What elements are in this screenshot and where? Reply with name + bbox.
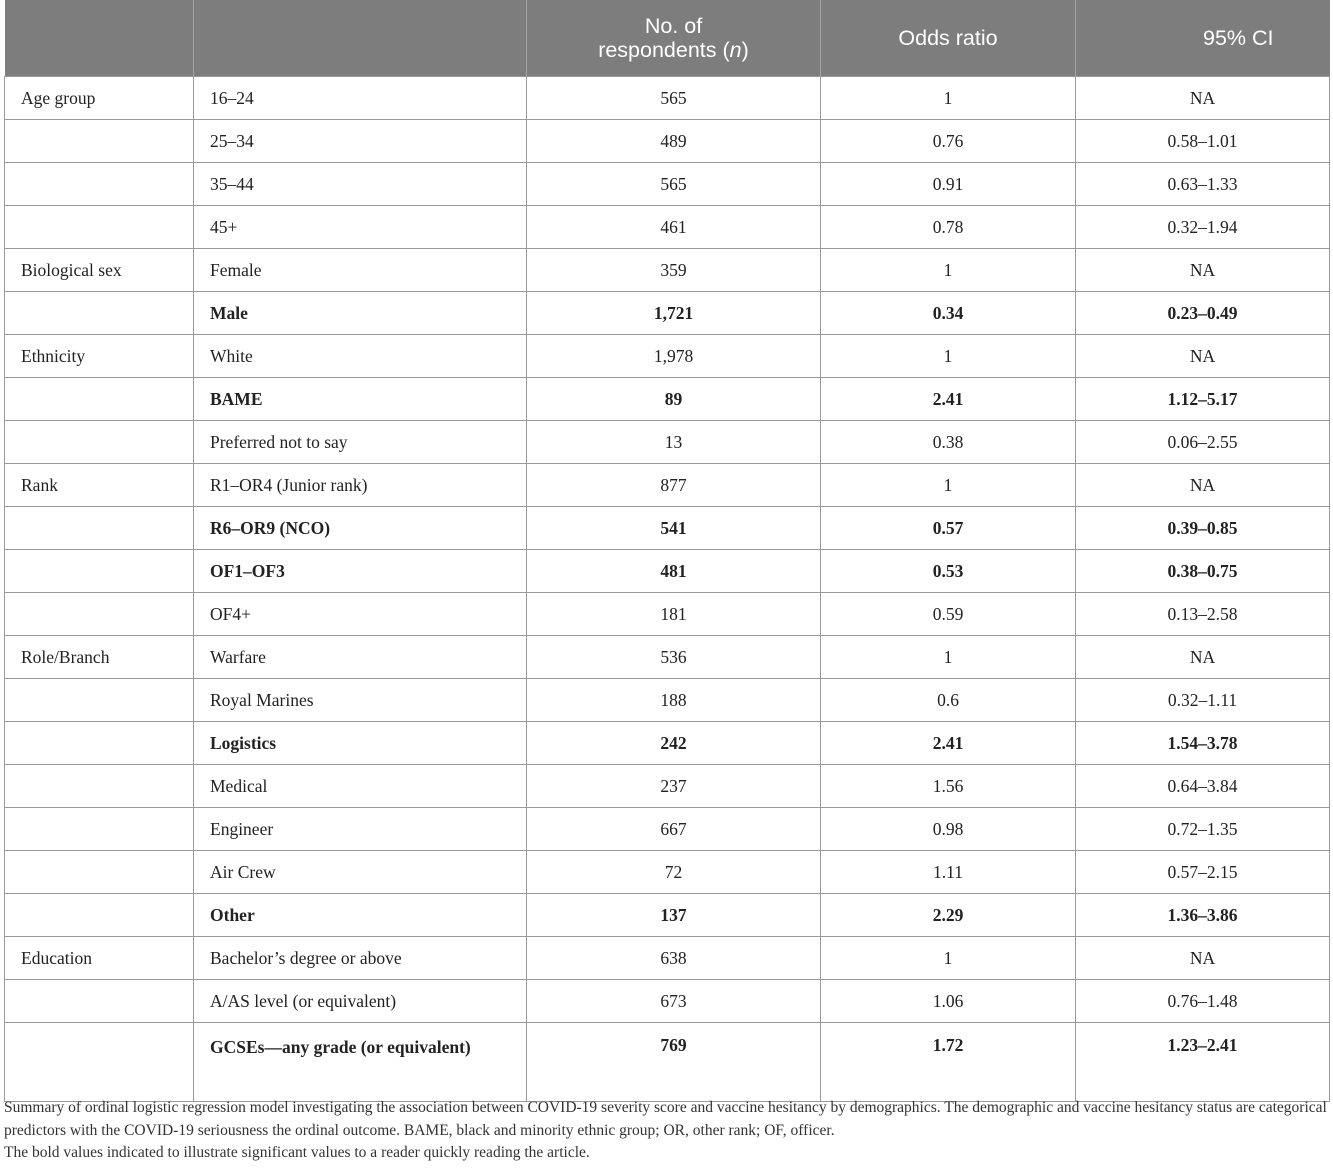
- row-odds-ratio-cell: 1: [821, 937, 1076, 980]
- row-category-cell: [5, 894, 194, 937]
- row-level-cell: 25–34: [194, 120, 527, 163]
- row-respondents-cell: 137: [527, 894, 821, 937]
- row-odds-ratio-cell: 1: [821, 249, 1076, 292]
- row-ci-cell: NA: [1076, 77, 1330, 120]
- row-ci-cell: 1.12–5.17: [1076, 378, 1330, 421]
- row-respondents-cell: 72: [527, 851, 821, 894]
- table-row: [5, 722, 1330, 765]
- row-category-cell: Education: [5, 937, 194, 980]
- row-ci-cell: 0.38–0.75: [1076, 550, 1330, 593]
- row-category-cell: [5, 722, 194, 765]
- row-ci-cell: 1.23–2.41: [1076, 1023, 1330, 1102]
- row-ci-cell: 0.32–1.11: [1076, 679, 1330, 722]
- row-level-cell: 45+: [194, 206, 527, 249]
- row-category-cell: Biological sex: [5, 249, 194, 292]
- row-level-cell: Medical: [194, 765, 527, 808]
- row-level-cell: OF1–OF3: [194, 550, 527, 593]
- row-ci-cell: 0.76–1.48: [1076, 980, 1330, 1023]
- header-category: [5, 0, 194, 77]
- row-ci-cell: NA: [1076, 249, 1330, 292]
- row-category-cell: Age group: [5, 77, 194, 120]
- table-row: [5, 679, 1330, 722]
- row-category-cell: [5, 851, 194, 894]
- row-odds-ratio-cell: 0.6: [821, 679, 1076, 722]
- row-odds-ratio-cell: 0.34: [821, 292, 1076, 335]
- row-ci-cell: 0.58–1.01: [1076, 120, 1330, 163]
- row-respondents-cell: 565: [527, 163, 821, 206]
- row-odds-ratio-cell: 0.38: [821, 421, 1076, 464]
- row-category-cell: [5, 421, 194, 464]
- row-ci-cell: 1.54–3.78: [1076, 722, 1330, 765]
- row-odds-ratio-cell: 0.53: [821, 550, 1076, 593]
- table-row: [5, 550, 1330, 593]
- row-odds-ratio-cell: 1: [821, 77, 1076, 120]
- row-odds-ratio-cell: 1.56: [821, 765, 1076, 808]
- row-category-cell: Ethnicity: [5, 335, 194, 378]
- table-row: [5, 421, 1330, 464]
- table-body: [5, 77, 1330, 1102]
- row-odds-ratio-cell: 2.41: [821, 378, 1076, 421]
- row-ci-cell: 0.64–3.84: [1076, 765, 1330, 808]
- row-odds-ratio-cell: 0.78: [821, 206, 1076, 249]
- table-row: [5, 120, 1330, 163]
- row-odds-ratio-cell: 1: [821, 335, 1076, 378]
- row-ci-cell: 0.63–1.33: [1076, 163, 1330, 206]
- row-respondents-cell: 565: [527, 77, 821, 120]
- row-respondents-cell: 359: [527, 249, 821, 292]
- row-category-cell: [5, 292, 194, 335]
- row-category-cell: [5, 206, 194, 249]
- table-row: [5, 163, 1330, 206]
- row-ci-cell: NA: [1076, 937, 1330, 980]
- row-level-cell: Bachelor’s degree or above: [194, 937, 527, 980]
- row-ci-cell: 0.06–2.55: [1076, 421, 1330, 464]
- row-category-cell: [5, 593, 194, 636]
- row-category-cell: [5, 120, 194, 163]
- row-respondents-cell: 769: [527, 1023, 821, 1102]
- table-row: [5, 249, 1330, 292]
- row-category-cell: [5, 507, 194, 550]
- row-level-cell: R6–OR9 (NCO): [194, 507, 527, 550]
- row-respondents-cell: 461: [527, 206, 821, 249]
- row-category-cell: Rank: [5, 464, 194, 507]
- table-row: [5, 77, 1330, 120]
- row-category-cell: [5, 980, 194, 1023]
- header-respondents: [527, 0, 821, 77]
- row-odds-ratio-cell: 1: [821, 464, 1076, 507]
- row-category-cell: Role/Branch: [5, 636, 194, 679]
- row-respondents-cell: 237: [527, 765, 821, 808]
- header-ci: 95% CI: [1076, 0, 1330, 77]
- row-level-cell: Air Crew: [194, 851, 527, 894]
- row-category-cell: [5, 1023, 194, 1102]
- row-respondents-cell: 181: [527, 593, 821, 636]
- row-odds-ratio-cell: 1.72: [821, 1023, 1076, 1102]
- table-row: [5, 851, 1330, 894]
- row-respondents-cell: 188: [527, 679, 821, 722]
- regression-table: [4, 0, 1330, 1102]
- row-respondents-cell: 541: [527, 507, 821, 550]
- row-ci-cell: 0.57–2.15: [1076, 851, 1330, 894]
- row-category-cell: [5, 679, 194, 722]
- table-row: [5, 636, 1330, 679]
- row-respondents-cell: 1,978: [527, 335, 821, 378]
- table-row: [5, 765, 1330, 808]
- row-ci-cell: 1.36–3.86: [1076, 894, 1330, 937]
- row-category-cell: [5, 378, 194, 421]
- table-row: [5, 937, 1330, 980]
- row-category-cell: [5, 163, 194, 206]
- row-level-cell: Other: [194, 894, 527, 937]
- row-level-cell: A/AS level (or equivalent): [194, 980, 527, 1023]
- header-row: [5, 0, 1330, 77]
- row-odds-ratio-cell: 0.98: [821, 808, 1076, 851]
- row-respondents-cell: 877: [527, 464, 821, 507]
- row-ci-cell: 0.13–2.58: [1076, 593, 1330, 636]
- table-row: [5, 1023, 1330, 1102]
- row-level-cell: BAME: [194, 378, 527, 421]
- row-odds-ratio-cell: 1.06: [821, 980, 1076, 1023]
- footnote-summary: Summary of ordinal logistic regression model investigating the association between COVID-19 severity score and vaccine hesitancy by demographics. The demographic and vaccine hesitancy status are categorical predictors with the COVID-19 seriousness the ordinal outcome. BAME, black and minority ethnic group; OR, other rank; OF, officer.: [4, 1099, 1327, 1139]
- row-respondents-cell: 667: [527, 808, 821, 851]
- table-row: [5, 292, 1330, 335]
- table-row: [5, 507, 1330, 550]
- row-level-cell: 16–24: [194, 77, 527, 120]
- row-category-cell: [5, 808, 194, 851]
- row-level-cell: Royal Marines: [194, 679, 527, 722]
- table-row: [5, 335, 1330, 378]
- header-respondents-close: ): [741, 38, 749, 62]
- row-category-cell: [5, 765, 194, 808]
- header-odds-ratio: Odds ratio: [821, 0, 1076, 77]
- row-level-cell: Logistics: [194, 722, 527, 765]
- row-respondents-cell: 638: [527, 937, 821, 980]
- row-odds-ratio-cell: 0.91: [821, 163, 1076, 206]
- row-level-cell: OF4+: [194, 593, 527, 636]
- row-level-cell: Preferred not to say: [194, 421, 527, 464]
- row-respondents-cell: 489: [527, 120, 821, 163]
- row-level-cell: Engineer: [194, 808, 527, 851]
- row-respondents-cell: 1,721: [527, 292, 821, 335]
- table-row: [5, 378, 1330, 421]
- row-odds-ratio-cell: 0.76: [821, 120, 1076, 163]
- row-respondents-cell: 481: [527, 550, 821, 593]
- table-footnote: [4, 1097, 1329, 1165]
- row-ci-cell: NA: [1076, 335, 1330, 378]
- row-respondents-cell: 673: [527, 980, 821, 1023]
- row-ci-cell: 0.23–0.49: [1076, 292, 1330, 335]
- row-odds-ratio-cell: 1: [821, 636, 1076, 679]
- row-ci-cell: 0.72–1.35: [1076, 808, 1330, 851]
- header-respondents-line2: respondents (: [598, 38, 730, 62]
- row-ci-cell: NA: [1076, 636, 1330, 679]
- row-level-cell: Female: [194, 249, 527, 292]
- footnote-bold-note: The bold values indicated to illustrate significant values to a reader quickly reading the article.: [4, 1144, 590, 1161]
- row-level-cell: White: [194, 335, 527, 378]
- row-level-cell: 35–44: [194, 163, 527, 206]
- row-respondents-cell: 13: [527, 421, 821, 464]
- row-respondents-cell: 242: [527, 722, 821, 765]
- regression-table-container: [4, 0, 1329, 1102]
- row-level-cell: R1–OR4 (Junior rank): [194, 464, 527, 507]
- row-respondents-cell: 89: [527, 378, 821, 421]
- row-odds-ratio-cell: 2.41: [821, 722, 1076, 765]
- row-odds-ratio-cell: 0.59: [821, 593, 1076, 636]
- table-row: [5, 894, 1330, 937]
- row-respondents-cell: 536: [527, 636, 821, 679]
- row-level-cell: GCSEs—any grade (or equivalent): [194, 1023, 527, 1102]
- table-row: [5, 980, 1330, 1023]
- header-level: [194, 0, 527, 77]
- row-ci-cell: 0.32–1.94: [1076, 206, 1330, 249]
- table-row: [5, 808, 1330, 851]
- row-ci-cell: 0.39–0.85: [1076, 507, 1330, 550]
- row-odds-ratio-cell: 0.57: [821, 507, 1076, 550]
- row-ci-cell: NA: [1076, 464, 1330, 507]
- row-odds-ratio-cell: 2.29: [821, 894, 1076, 937]
- table-row: [5, 464, 1330, 507]
- header-respondents-line1: No. of: [644, 14, 703, 38]
- row-level-cell: Male: [194, 292, 527, 335]
- table-row: [5, 206, 1330, 249]
- row-category-cell: [5, 550, 194, 593]
- table-header: [5, 0, 1330, 77]
- row-level-cell: Warfare: [194, 636, 527, 679]
- header-respondents-n: n: [729, 38, 742, 62]
- row-odds-ratio-cell: 1.11: [821, 851, 1076, 894]
- table-row: [5, 593, 1330, 636]
